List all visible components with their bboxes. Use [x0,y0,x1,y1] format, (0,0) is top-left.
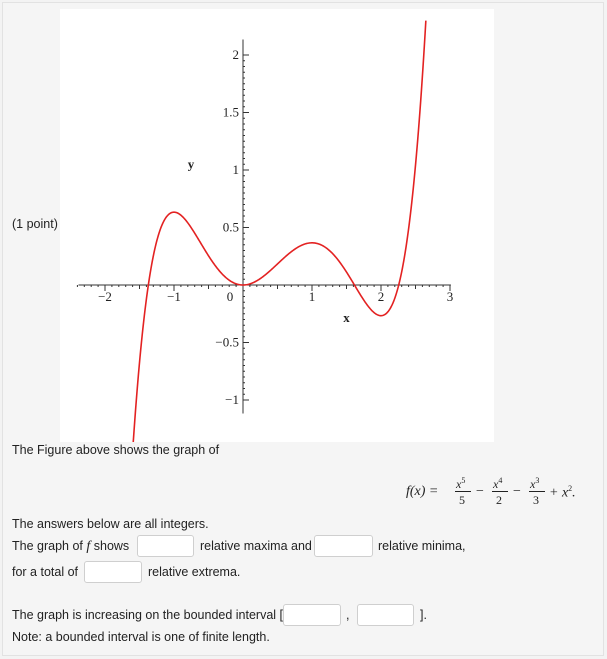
x-tick-label: 2 [377,289,385,304]
x-tick-label: 3 [446,289,454,304]
y-tick-label: 1 [232,162,239,177]
y-tick-label: −1 [225,392,239,407]
term3-numerator: $x^3$ [530,476,540,491]
question-line2-end: relative extrema. [148,565,241,579]
y-axis-label: y [187,156,195,172]
relative-maxima-input[interactable] [137,535,194,557]
question-line1-end: relative minima, [378,539,466,553]
formula-op2: − [513,484,521,499]
figure-caption: The Figure above shows the graph of [12,443,220,457]
formula-op1: − [476,484,484,499]
graph-figure [60,9,494,442]
term1-numerator: $x^5$ [456,476,466,491]
x-tick-label: −2 [98,289,112,304]
formula-tail: + $x^2$. [549,484,576,501]
answers-intro: The answers below are all integers. [12,517,209,531]
question-line1-mid: relative maxima and [200,539,312,553]
interval-close: ]. [420,608,427,622]
fraction-bar [492,491,508,492]
function-curve [133,21,426,442]
formula-lhs: f(x) = [406,484,439,499]
fraction-bar [529,491,545,492]
term2-denominator: 2 [496,493,502,507]
point-label: (1 point) [12,217,58,231]
x-tick-label: 0 [226,289,234,304]
interval-right-input[interactable] [357,604,414,626]
x-axis-label: x [343,310,350,325]
relative-minima-input[interactable] [314,535,373,557]
y-tick-label: 2 [232,47,239,62]
term1-denominator: 5 [459,493,465,507]
y-tick-label: −0.5 [215,334,239,350]
question-line1-start: The graph of f shows [12,539,130,554]
x-tick-label: 1 [308,289,316,304]
fraction-bar [455,491,471,492]
function-formula [406,476,596,512]
y-tick-label: 1.5 [222,104,239,120]
interval-note: Note: a bounded interval is one of finite length. [12,630,270,644]
term2-numerator: $x^4$ [493,476,503,491]
x-tick-label: −1 [167,289,181,304]
total-extrema-input[interactable] [84,561,142,583]
question-line2-start: for a total of [12,565,79,579]
term3-denominator: 3 [533,493,539,507]
interval-left-input[interactable] [283,604,341,626]
function-graph [60,9,494,442]
interval-comma: , [346,608,350,622]
interval-question: The graph is increasing on the bounded interval [ [12,608,284,622]
y-tick-label: 0.5 [222,219,239,235]
